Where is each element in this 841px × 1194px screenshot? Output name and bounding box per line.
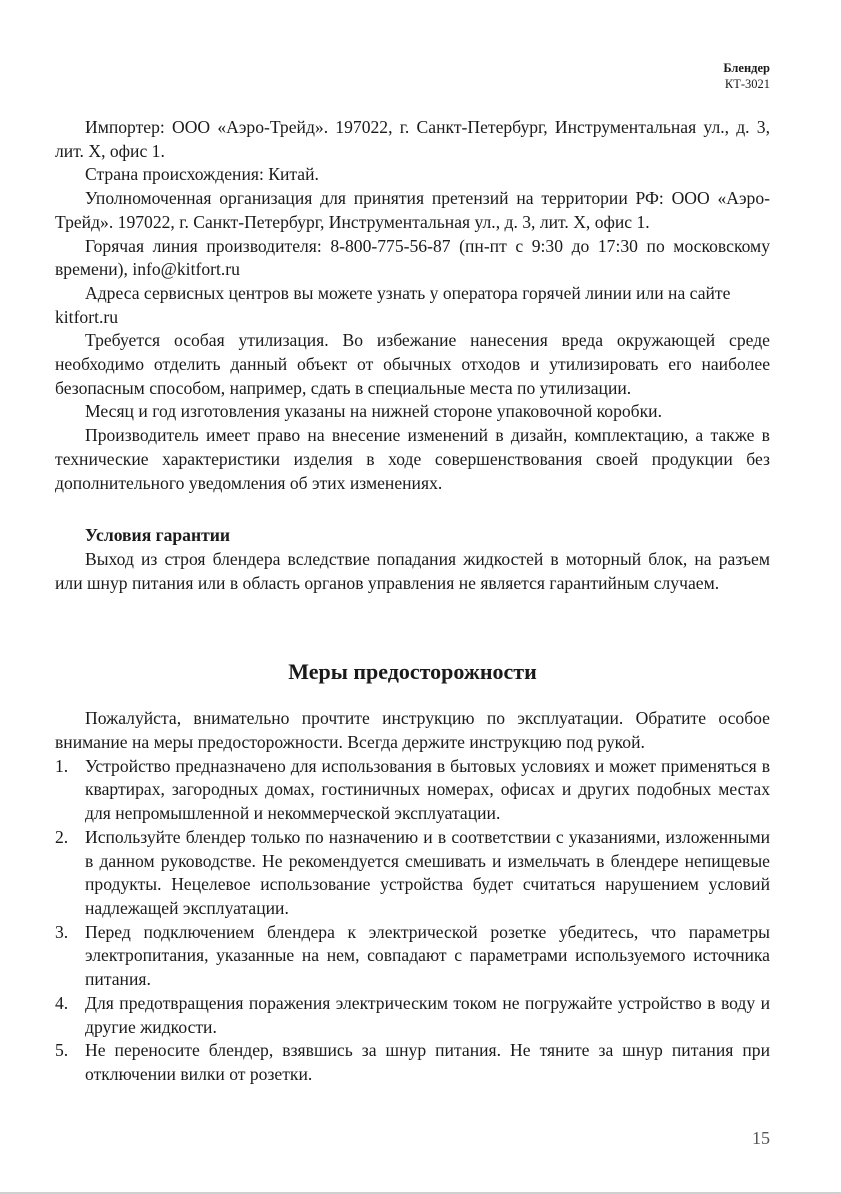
precautions-title: Меры предосторожности [288,659,537,685]
page-body [55,116,770,1087]
precaution-number: 1. [55,755,69,776]
service-centers-paragraph: Адреса сервисных центров вы можете узнать у оператора горячей линии или на сайте kitfort.ru [55,282,731,327]
precaution-item [55,826,770,921]
precaution-item [55,921,770,992]
manufacture-date-paragraph: Месяц и год изготовления указаны на нижней стороне упаковочной коробки. [85,401,662,422]
importer-paragraph: Импортер: ООО «Аэро-Трейд». 197022, г. Санкт-Петербург, Инструментальная ул., д. 3, лит. Х, офис 1. [55,117,770,161]
precaution-number: 5. [55,1040,69,1061]
precaution-item [55,1039,770,1086]
precaution-number: 4. [55,992,69,1013]
header-product: Блендер [723,61,770,75]
precaution-item [55,992,770,1039]
precautions-intro: Пожалуйста, внимательно прочтите инструкцию по эксплуатации. Обратите особое внимание на меры предосторожности. Всегда держите инструкцию под рукой. [55,708,770,753]
disposal-paragraph: Требуется особая утилизация. Во избежание нанесения вреда окружающей среде необходимо отделить данный объект от обычных отходов и утилизировать его наиболее безопасным способом, например, сдать в специальные места по утилизации. [55,330,770,398]
header-model: КТ-3021 [724,77,770,91]
precaution-number: 2. [55,826,69,847]
precaution-item [55,755,770,826]
warranty-heading: Условия гарантии [85,525,231,546]
precaution-text: Перед подключением блендера к электрической розетке убедитесь, что параметры электропитания, указанные на нем, совпадают с параметрами используемого источника питания. [85,921,770,990]
origin-paragraph: Страна происхождения: Китай. [85,164,319,185]
precaution-text: Не переносите блендер, взявшись за шнур питания. Не тяните за шнур питания при отключении вилки от розетки. [85,1040,770,1084]
precaution-text: Используйте блендер только по назначению и в соответствии с указаниями, изложенными в данном руководстве. Не рекомендуется смешивать и измельчать в блендере непищевые продукты. Нецелевое использование устройства будет считаться нарушением условий надлежащей эксплуатации. [85,826,770,918]
precautions-list [55,755,770,1087]
precaution-text: Для предотвращения поражения электрическим током не погружайте устройство в воду и другие жидкости. [85,992,770,1037]
hotline-paragraph: Горячая линия производителя: 8-800-775-56-87 (пн-пт с 9:30 до 17:30 по московскому времени), info@kitfort.ru [55,235,770,280]
claims-organization-paragraph: Уполномоченная организация для принятия претензий на территории РФ: ООО «Аэро-Трейд». 197022, г. Санкт-Петербург, Инструментальная ул., д. 3, лит. Х, офис 1. [55,188,770,232]
precaution-number: 3. [55,921,69,942]
changes-paragraph: Производитель имеет право на внесение изменений в дизайн, комплектацию, а также в технические характеристики изделия в ходе совершенствования своей продукции без дополнительного уведомления об этих изменениях. [55,425,770,493]
warranty-text: Выход из строя блендера вследствие попадания жидкостей в моторный блок, на разъем или шнур питания или в область органов управления не является гарантийным случаем. [55,548,770,593]
page-number: 15 [752,1128,770,1148]
running-header [723,60,770,92]
precaution-text: Устройство предназначено для использования в бытовых условиях и может применяться в квартирах, загородных домах, гостиничных номерах, офисах и других подобных местах для непромышленной и некоммерческой эксплуатации. [85,755,770,824]
